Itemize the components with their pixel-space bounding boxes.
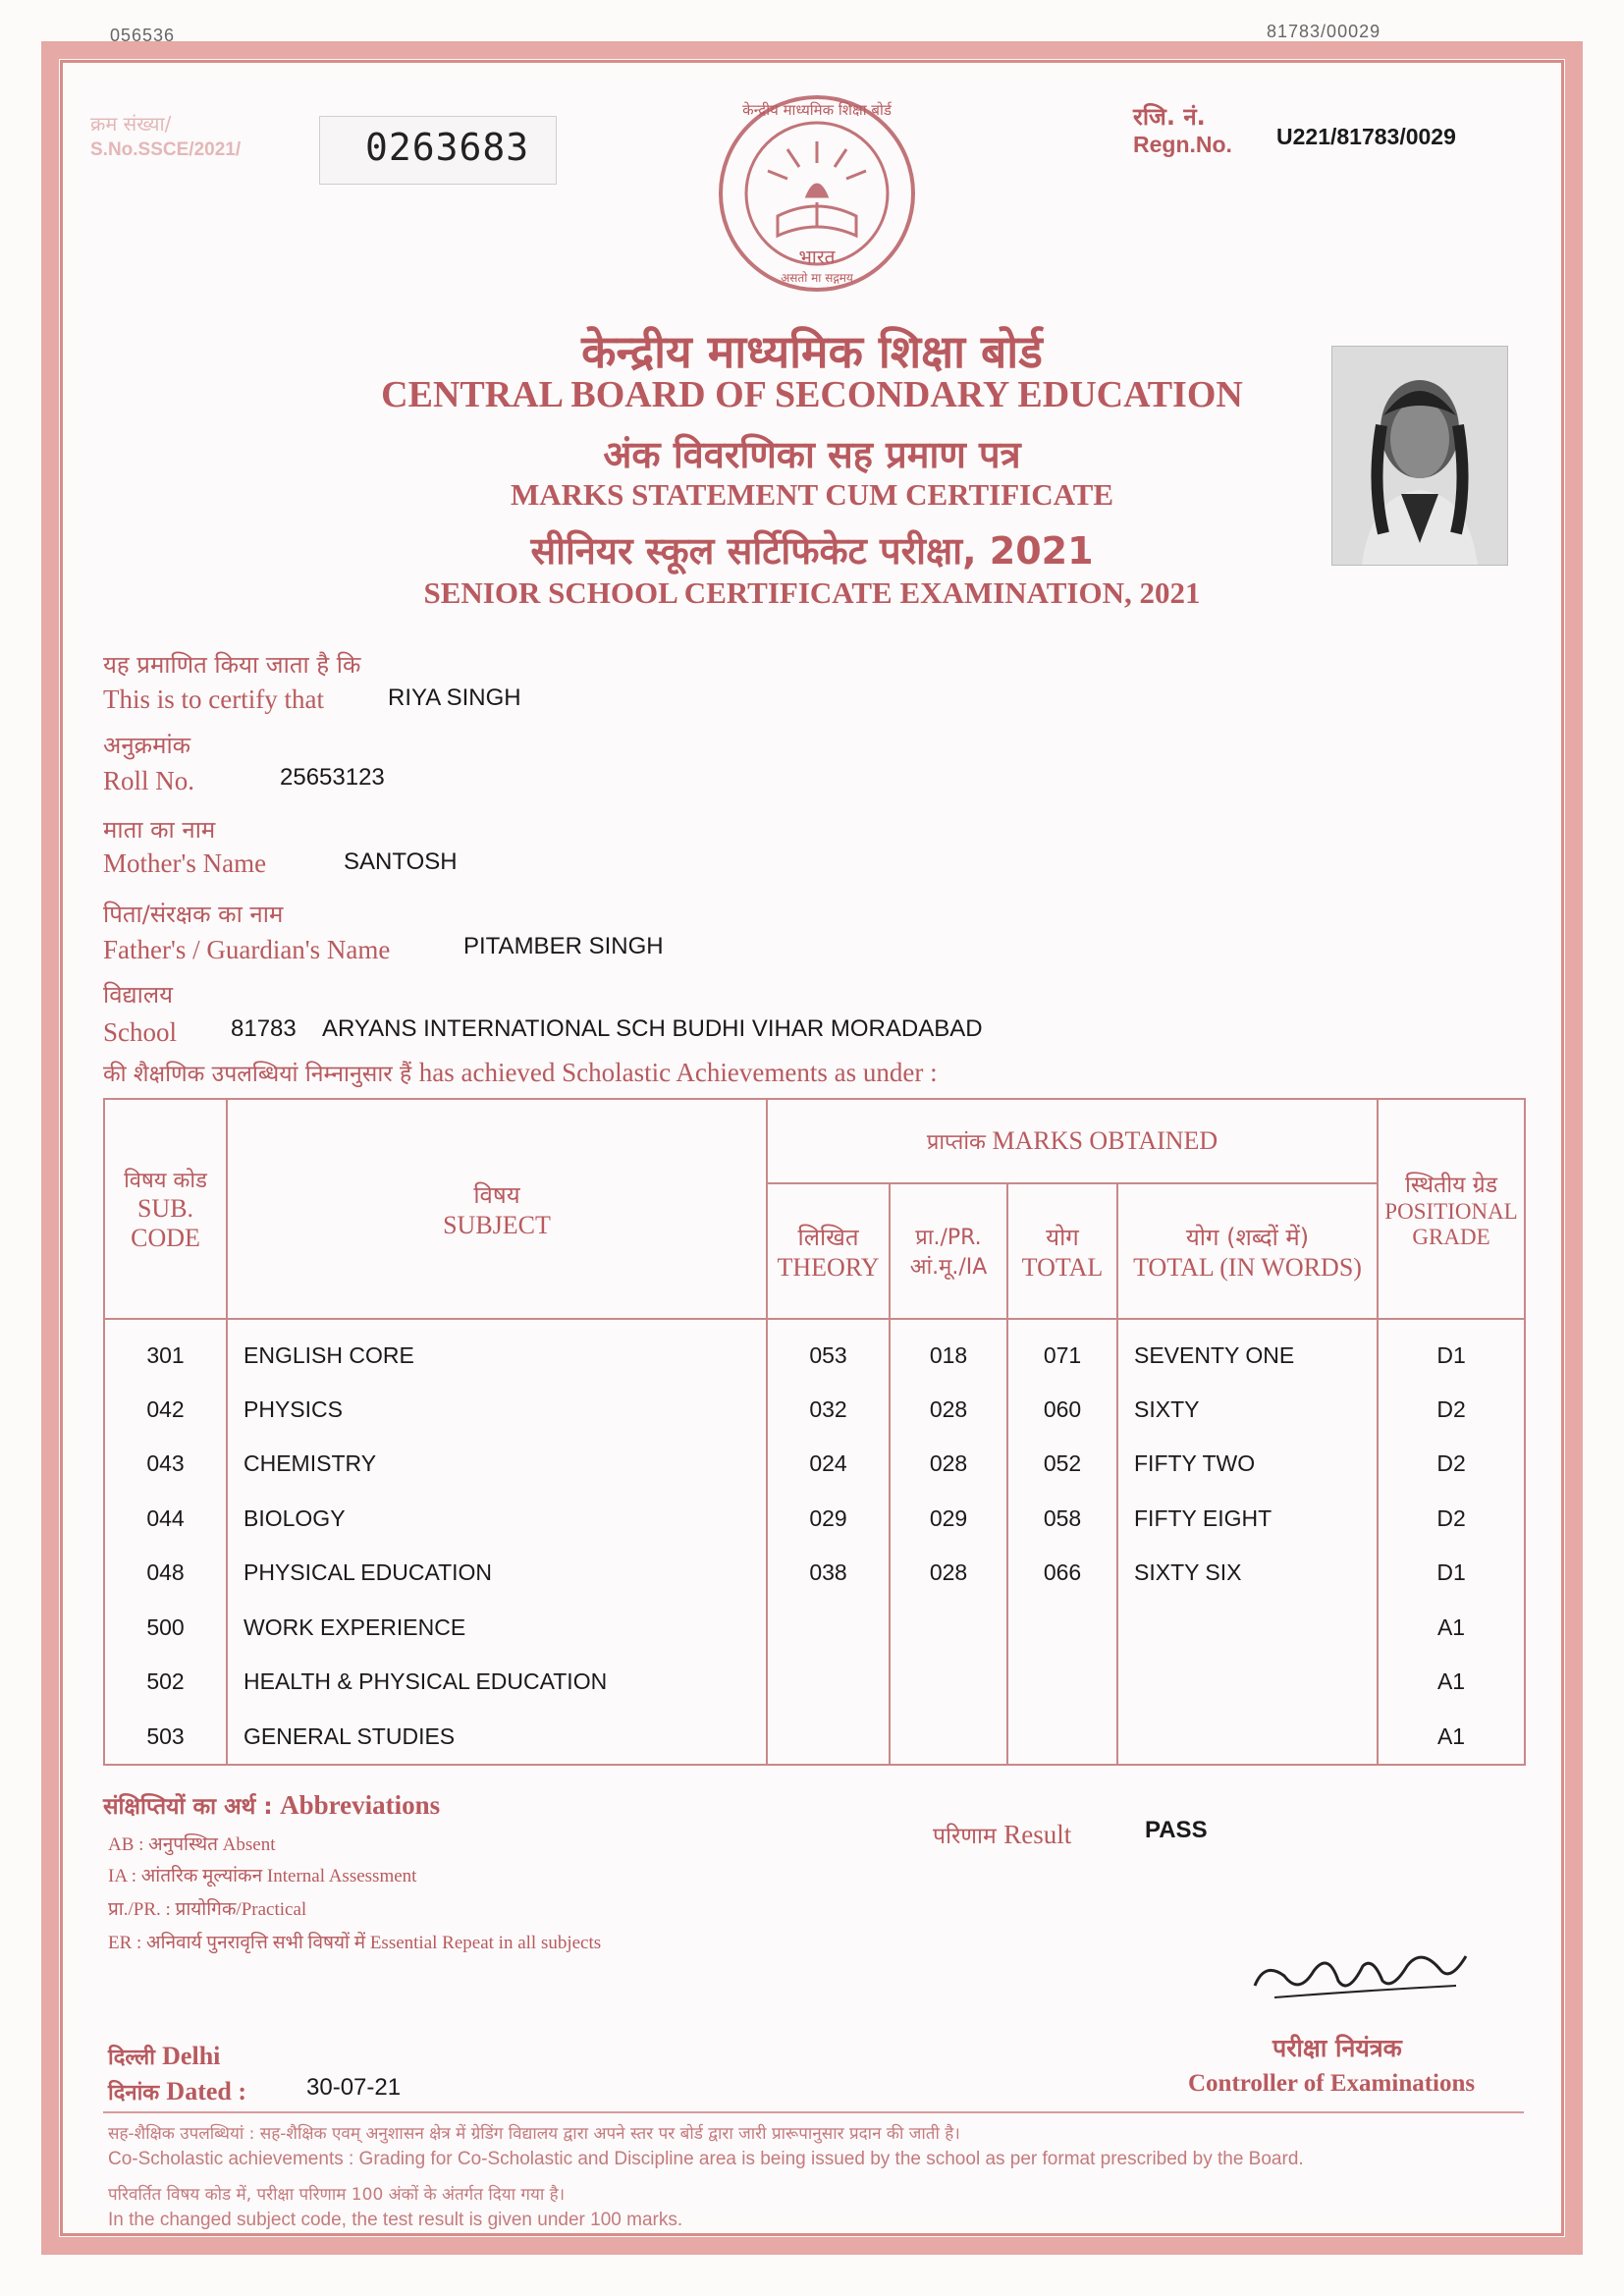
- header-grade-hi: स्थितीय ग्रेड: [1404, 1173, 1498, 1199]
- table-row: [104, 1491, 1525, 1545]
- table-row: [104, 1382, 1525, 1436]
- footnote-sub-en: In the changed subject code, the test result is given under 100 marks.: [108, 2210, 683, 2230]
- header-subject-hi: विषय: [473, 1180, 520, 1209]
- header-marks-hi: प्राप्तांक: [926, 1130, 986, 1156]
- header-practical: [890, 1183, 1007, 1319]
- cell-total: 071: [1007, 1319, 1117, 1382]
- header-row-top: [104, 1099, 1525, 1183]
- cell-subject: HEALTH & PHYSICAL EDUCATION: [227, 1655, 767, 1709]
- footnote-sub-hi: परिवर्तित विषय कोड में, परीक्षा परिणाम 100 अंकों के अंतर्गत दिया गया है।: [108, 2185, 566, 2205]
- table-row: [104, 1437, 1525, 1491]
- table-filler-row: [104, 1764, 1525, 1765]
- abbr-title-en: Abbreviations: [280, 1790, 441, 1820]
- cell-code: 500: [104, 1600, 227, 1654]
- cell-total: [1007, 1709, 1117, 1764]
- achieved-label-en: has achieved Scholastic Achievements as under :: [418, 1058, 938, 1087]
- controller-hi: परीक्षा नियंत्रक: [1272, 2034, 1402, 2062]
- abbr-er: ER : अनिवार्य पुनरावृत्ति सभी विषयों में Essential Repeat in all subjects: [108, 1933, 602, 1953]
- cell-subject: ENGLISH CORE: [227, 1319, 767, 1382]
- father-label-en: Father's / Guardian's Name: [103, 935, 391, 964]
- result-value: PASS: [1145, 1817, 1208, 1843]
- cell-theory: [767, 1600, 890, 1654]
- seal-motto: असतो मा सद्गमय: [781, 271, 853, 285]
- header-pr-hi: प्रा./PR.: [915, 1226, 982, 1251]
- cell-pr: 029: [890, 1491, 1007, 1545]
- cell-code: 043: [104, 1437, 227, 1491]
- marks-table: [103, 1098, 1526, 1766]
- dated-hi: दिनांक: [108, 2081, 160, 2105]
- certify-label-en: This is to certify that: [103, 684, 324, 714]
- top-right-code: 81783/00029: [1267, 22, 1381, 41]
- header-words-hi: योग (शब्दों में): [1185, 1223, 1310, 1251]
- top-left-code: 056536: [110, 26, 176, 45]
- cell-code: 503: [104, 1709, 227, 1764]
- header-theory-hi: लिखित: [797, 1223, 859, 1251]
- achievement-line: [103, 1057, 938, 1088]
- table-row: [104, 1655, 1525, 1709]
- cell-theory: 024: [767, 1437, 890, 1491]
- cell-subject: PHYSICAL EDUCATION: [227, 1546, 767, 1600]
- cell-words: SIXTY: [1117, 1382, 1378, 1436]
- seal-ring-text: केन्द्रीय माध्यमिक शिक्षा बोर्ड: [742, 101, 892, 119]
- header-grade: [1378, 1099, 1525, 1319]
- roll-label-en: Roll No.: [103, 766, 195, 795]
- place-en: Delhi: [162, 2042, 221, 2070]
- table-row: [104, 1600, 1525, 1654]
- cell-total: 058: [1007, 1491, 1117, 1545]
- header-theory: [767, 1183, 890, 1319]
- abbr-ia: IA : आंतरिक मूल्यांकन Internal Assessment: [108, 1866, 417, 1886]
- dated-line: [108, 2076, 246, 2106]
- cell-grade: D2: [1378, 1491, 1525, 1545]
- school-label-hi: विद्यालय: [103, 981, 174, 1009]
- roll-number: 25653123: [280, 764, 385, 791]
- abbr-title-hi: संक्षिप्तियों का अर्थ :: [103, 1794, 273, 1820]
- school-label-en: School: [103, 1017, 178, 1047]
- document-title-hi: अंक विवरणिका सह प्रमाण पत्र: [603, 433, 1021, 476]
- achieved-label-hi: की शैक्षणिक उपलब्धियां निम्नानुसार हैं: [103, 1062, 412, 1087]
- mother-label-en: Mother's Name: [103, 848, 267, 878]
- cell-theory: [767, 1709, 890, 1764]
- cell-pr: 028: [890, 1546, 1007, 1600]
- certify-label-hi: यह प्रमाणित किया जाता है कि: [103, 651, 361, 679]
- cell-code: 048: [104, 1546, 227, 1600]
- father-name: PITAMBER SINGH: [463, 933, 664, 959]
- result-label-hi: परिणाम: [933, 1824, 997, 1849]
- header-total: [1007, 1183, 1117, 1319]
- seal-country: भारत: [798, 246, 836, 268]
- table-row: [104, 1709, 1525, 1764]
- header-grade-en: POSITIONAL: [1384, 1199, 1518, 1225]
- header-pr-hi2: आं.मू./IA: [909, 1255, 988, 1281]
- regn-label-en: Regn.No.: [1133, 132, 1232, 157]
- cell-grade: D2: [1378, 1437, 1525, 1491]
- place-hi: दिल्ली: [108, 2046, 155, 2070]
- cell-code: 044: [104, 1491, 227, 1545]
- footnote-co-en: Co-Scholastic achievements : Grading for Co-Scholastic and Discipline area is being issued by the school as per format prescribed by the Board.: [108, 2149, 1304, 2169]
- header-total-en: TOTAL: [1021, 1252, 1104, 1282]
- cell-pr: 028: [890, 1382, 1007, 1436]
- cell-theory: 032: [767, 1382, 890, 1436]
- board-name-en: CENTRAL BOARD OF SECONDARY EDUCATION: [381, 374, 1243, 415]
- exam-title-en: SENIOR SCHOOL CERTIFICATE EXAMINATION, 2021: [423, 575, 1201, 610]
- cell-grade: A1: [1378, 1709, 1525, 1764]
- cell-words: SIXTY SIX: [1117, 1546, 1378, 1600]
- cell-words: FIFTY EIGHT: [1117, 1491, 1378, 1545]
- header-marks: [767, 1099, 1378, 1183]
- place-line: [108, 2041, 220, 2071]
- table-row: [104, 1546, 1525, 1600]
- header-code: [104, 1099, 227, 1319]
- table-row: [104, 1319, 1525, 1382]
- cell-theory: 029: [767, 1491, 890, 1545]
- abbreviations-title: [103, 1789, 440, 1821]
- cell-code: 042: [104, 1382, 227, 1436]
- abbr-ab: AB : अनुपस्थित Absent: [108, 1834, 276, 1855]
- controller-signature: [1245, 1937, 1481, 2015]
- cell-subject: PHYSICS: [227, 1382, 767, 1436]
- header-subject: [227, 1099, 767, 1319]
- header-code-en2: CODE: [131, 1224, 200, 1253]
- cell-pr: 028: [890, 1437, 1007, 1491]
- regn-label-hi: रजि. नं.: [1133, 103, 1206, 131]
- header-marks-en: MARKS OBTAINED: [992, 1126, 1218, 1156]
- cell-pr: 018: [890, 1319, 1007, 1382]
- header-code-en: SUB.: [136, 1194, 194, 1224]
- header-words-en: TOTAL (IN WORDS): [1133, 1252, 1362, 1282]
- cell-grade: A1: [1378, 1600, 1525, 1654]
- cell-total: 060: [1007, 1382, 1117, 1436]
- result-label-en: Result: [1003, 1820, 1072, 1849]
- cell-code: 502: [104, 1655, 227, 1709]
- cell-grade: D2: [1378, 1382, 1525, 1436]
- cell-pr: [890, 1709, 1007, 1764]
- cell-total: [1007, 1655, 1117, 1709]
- cell-theory: [767, 1655, 890, 1709]
- header-total-hi: योग: [1046, 1223, 1079, 1251]
- cell-pr: [890, 1655, 1007, 1709]
- controller-en: Controller of Examinations: [1188, 2070, 1476, 2097]
- cell-words: FIFTY TWO: [1117, 1437, 1378, 1491]
- header-grade-en2: GRADE: [1412, 1225, 1490, 1250]
- cell-code: 301: [104, 1319, 227, 1382]
- cell-theory: 053: [767, 1319, 890, 1382]
- document-title-en: MARKS STATEMENT CUM CERTIFICATE: [510, 477, 1114, 512]
- school-name: ARYANS INTERNATIONAL SCH BUDHI VIHAR MORADABAD: [322, 1015, 983, 1042]
- exam-title-hi: सीनियर स्कूल सर्टिफिकेट परीक्षा, 2021: [530, 529, 1094, 573]
- cell-subject: BIOLOGY: [227, 1491, 767, 1545]
- cell-words: SEVENTY ONE: [1117, 1319, 1378, 1382]
- footnote-divider: [103, 2111, 1524, 2113]
- cell-words: [1117, 1600, 1378, 1654]
- footnote-co-hi: सह-शैक्षिक उपलब्धियां : सह-शैक्षिक एवम् अनुशासन क्षेत्र में ग्रेडिंग विद्यालय द्वारा अपने स्तर पर बोर्ड द्वारा जारी प्रारूपानुसार प्रदान की जाती है।: [108, 2124, 960, 2144]
- cell-grade: D1: [1378, 1319, 1525, 1382]
- mother-name: SANTOSH: [344, 848, 458, 875]
- cell-subject: CHEMISTRY: [227, 1437, 767, 1491]
- candidate-name: RIYA SINGH: [388, 684, 521, 711]
- cell-words: [1117, 1709, 1378, 1764]
- regn-number: U221/81783/0029: [1276, 124, 1456, 149]
- cell-grade: D1: [1378, 1546, 1525, 1600]
- mother-label-hi: माता का नाम: [103, 816, 216, 844]
- header-words: [1117, 1183, 1378, 1319]
- roll-label-hi: अनुक्रमांक: [103, 732, 191, 759]
- cell-total: [1007, 1600, 1117, 1654]
- header-theory-en: THEORY: [777, 1252, 880, 1282]
- dated-en: Dated :: [166, 2077, 247, 2105]
- board-name-hi: केन्द्रीय माध्यमिक शिक्षा बोर्ड: [581, 325, 1043, 378]
- abbr-pr: प्रा./PR. : प्रायोगिक/Practical: [108, 1899, 307, 1920]
- serial-number: 0263683: [365, 126, 530, 169]
- cell-theory: 038: [767, 1546, 890, 1600]
- cell-words: [1117, 1655, 1378, 1709]
- result-label: [933, 1819, 1071, 1850]
- issue-date: 30-07-21: [306, 2074, 402, 2101]
- header-subject-en: SUBJECT: [443, 1210, 551, 1239]
- serial-label-hi: क्रम संख्या/: [90, 112, 172, 136]
- cell-total: 052: [1007, 1437, 1117, 1491]
- serial-label-en: S.No.SSCE/2021/: [90, 139, 242, 160]
- cell-total: 066: [1007, 1546, 1117, 1600]
- cbse-seal: [709, 90, 925, 297]
- header-code-hi: विषय कोड: [124, 1169, 207, 1194]
- cell-grade: A1: [1378, 1655, 1525, 1709]
- school-code: 81783: [231, 1015, 297, 1042]
- cell-subject: GENERAL STUDIES: [227, 1709, 767, 1764]
- cell-pr: [890, 1600, 1007, 1654]
- father-label-hi: पिता/संरक्षक का नाम: [103, 901, 284, 928]
- cell-subject: WORK EXPERIENCE: [227, 1600, 767, 1654]
